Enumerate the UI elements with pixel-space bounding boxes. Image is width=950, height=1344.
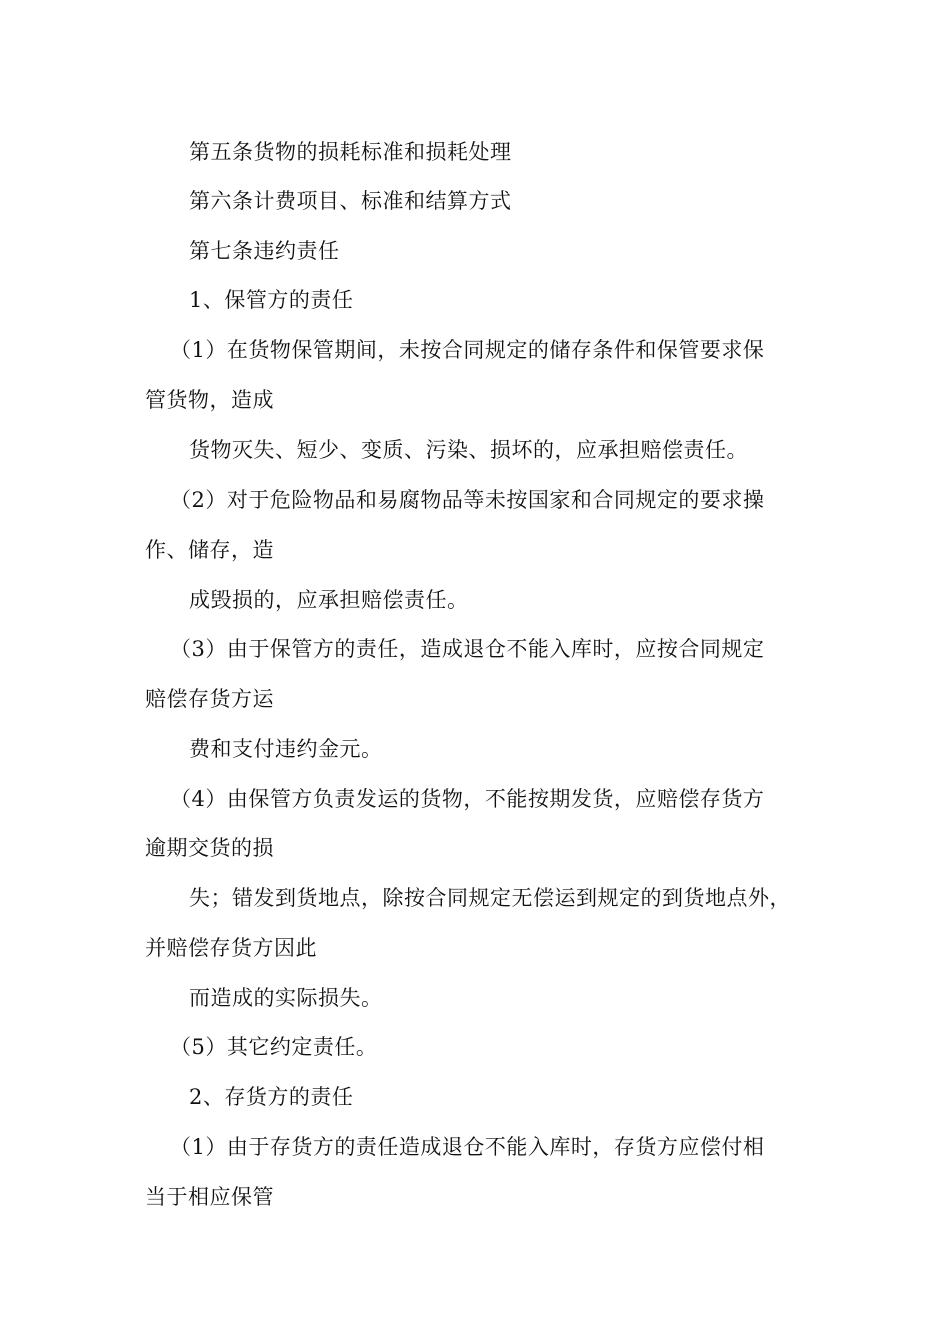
- paragraph-line: （1）在货物保管期间，未按合同规定的储存条件和保管要求保: [170, 338, 765, 362]
- paragraph-line: （4）由保管方负责发运的货物，不能按期发货，应赔偿存货方: [170, 787, 765, 811]
- paragraph-line: （2）对于危险物品和易腐物品等未按国家和合同规定的要求操: [170, 488, 765, 512]
- paragraph-line: 货物灭失、短少、变质、污染、损坏的，应承担赔偿责任。: [189, 438, 748, 462]
- section-1-heading: 1、保管方的责任: [189, 288, 354, 312]
- paragraph-line: 管货物，造成: [145, 388, 274, 412]
- paragraph-line: （1）由于存货方的责任造成退仓不能入库时，存货方应偿付相: [170, 1135, 765, 1159]
- paragraph-line: （3）由于保管方的责任，造成退仓不能入库时，应按合同规定: [170, 637, 765, 661]
- paragraph-line: 当于相应保管: [145, 1185, 274, 1209]
- article-7-heading: 第七条违约责任: [189, 239, 340, 263]
- paragraph-line: 并赔偿存货方因此: [145, 936, 317, 960]
- paragraph-line: 而造成的实际损失。: [189, 986, 383, 1010]
- paragraph-line: 费和支付违约金元。: [189, 737, 383, 761]
- paragraph-line: 成毁损的，应承担赔偿责任。: [189, 588, 469, 612]
- paragraph-line: 赔偿存货方运: [145, 687, 274, 711]
- paragraph-line: （5）其它约定责任。: [170, 1035, 378, 1059]
- article-6-heading: 第六条计费项目、标准和结算方式: [189, 189, 512, 213]
- paragraph-line: 逾期交货的损: [145, 836, 274, 860]
- paragraph-line: 作、储存，造: [145, 538, 274, 562]
- article-5-heading: 第五条货物的损耗标准和损耗处理: [189, 140, 512, 164]
- paragraph-line: 失；错发到货地点，除按合同规定无偿运到规定的到货地点外，: [189, 886, 791, 910]
- section-2-heading: 2、存货方的责任: [189, 1085, 354, 1109]
